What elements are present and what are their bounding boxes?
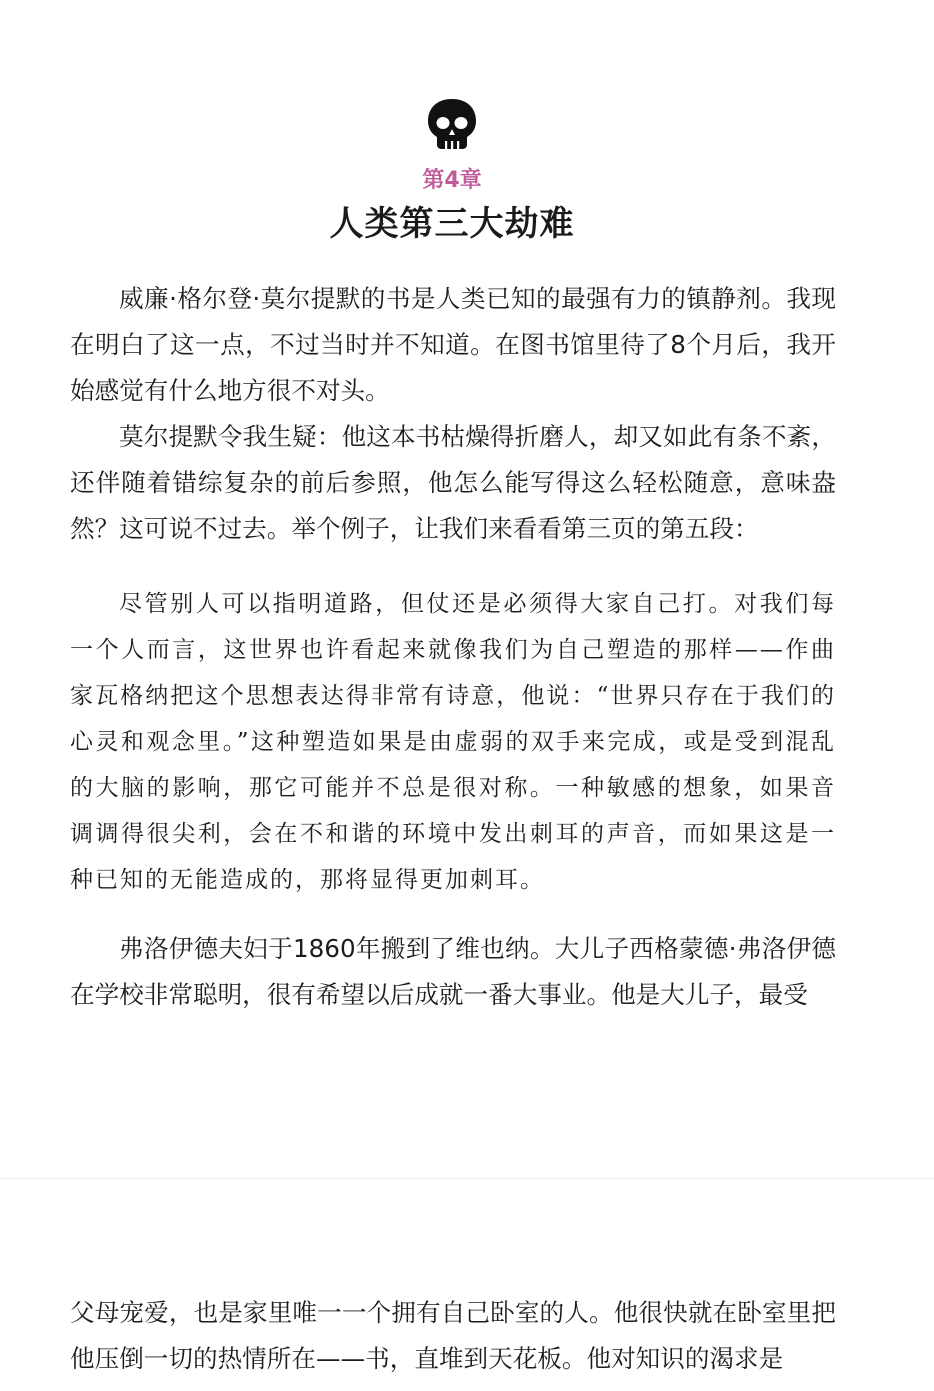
body-paragraph: 莫尔提默令我生疑：他这本书枯燥得折磨人，却又如此有条不紊，还伴随着错综复杂的前后参照，他怎么能写得这么轻松随意，意味盎然？这可说不过去。举个例子，让我们来看看第三页的第五段： bbox=[70, 422, 836, 543]
body-paragraph: 威廉·格尔登·莫尔提默的书是人类已知的最强有力的镇静剂。我现在明白了这一点，不过当时并不知道。在图书馆里待了8个月后，我开始感觉有什么地方很不对头。 bbox=[70, 284, 836, 405]
body-paragraph: 父母宠爱，也是家里唯一一个拥有自己卧室的人。他很快就在卧室里把他压倒一切的热情所在——书，直堆到天花板。他对知识的渴求是 bbox=[70, 1298, 836, 1373]
chapter-number: 第4章 bbox=[422, 168, 482, 193]
block-quote: 尽管别人可以指明道路，但仗还是必须得大家自己打。对我们每一个人而言，这世界也许看起来就像我们为自己塑造的那样——作曲家瓦格纳把这个思想表达得非常有诗意，他说：“世界只存在于我们的心灵和观念里。”这种塑造如果是由虚弱的双手来完成，或是受到混乱的大脑的影响，那它可能并不总是很对称。一种敏感的想象，如果音调调得很尖利，会在不和谐的环境中发出刺耳的声音，而如果这是一种已知的无能造成的，那将显得更加刺耳。 bbox=[70, 591, 836, 893]
body-paragraph: 弗洛伊德夫妇于1860年搬到了维也纳。大儿子西格蒙德·弗洛伊德在学校非常聪明，很有希望以后成就一番大事业。他是大儿子，最受 bbox=[70, 934, 836, 1009]
chapter-title: 人类第三大劫难 bbox=[329, 204, 575, 244]
skull-icon bbox=[427, 98, 477, 150]
